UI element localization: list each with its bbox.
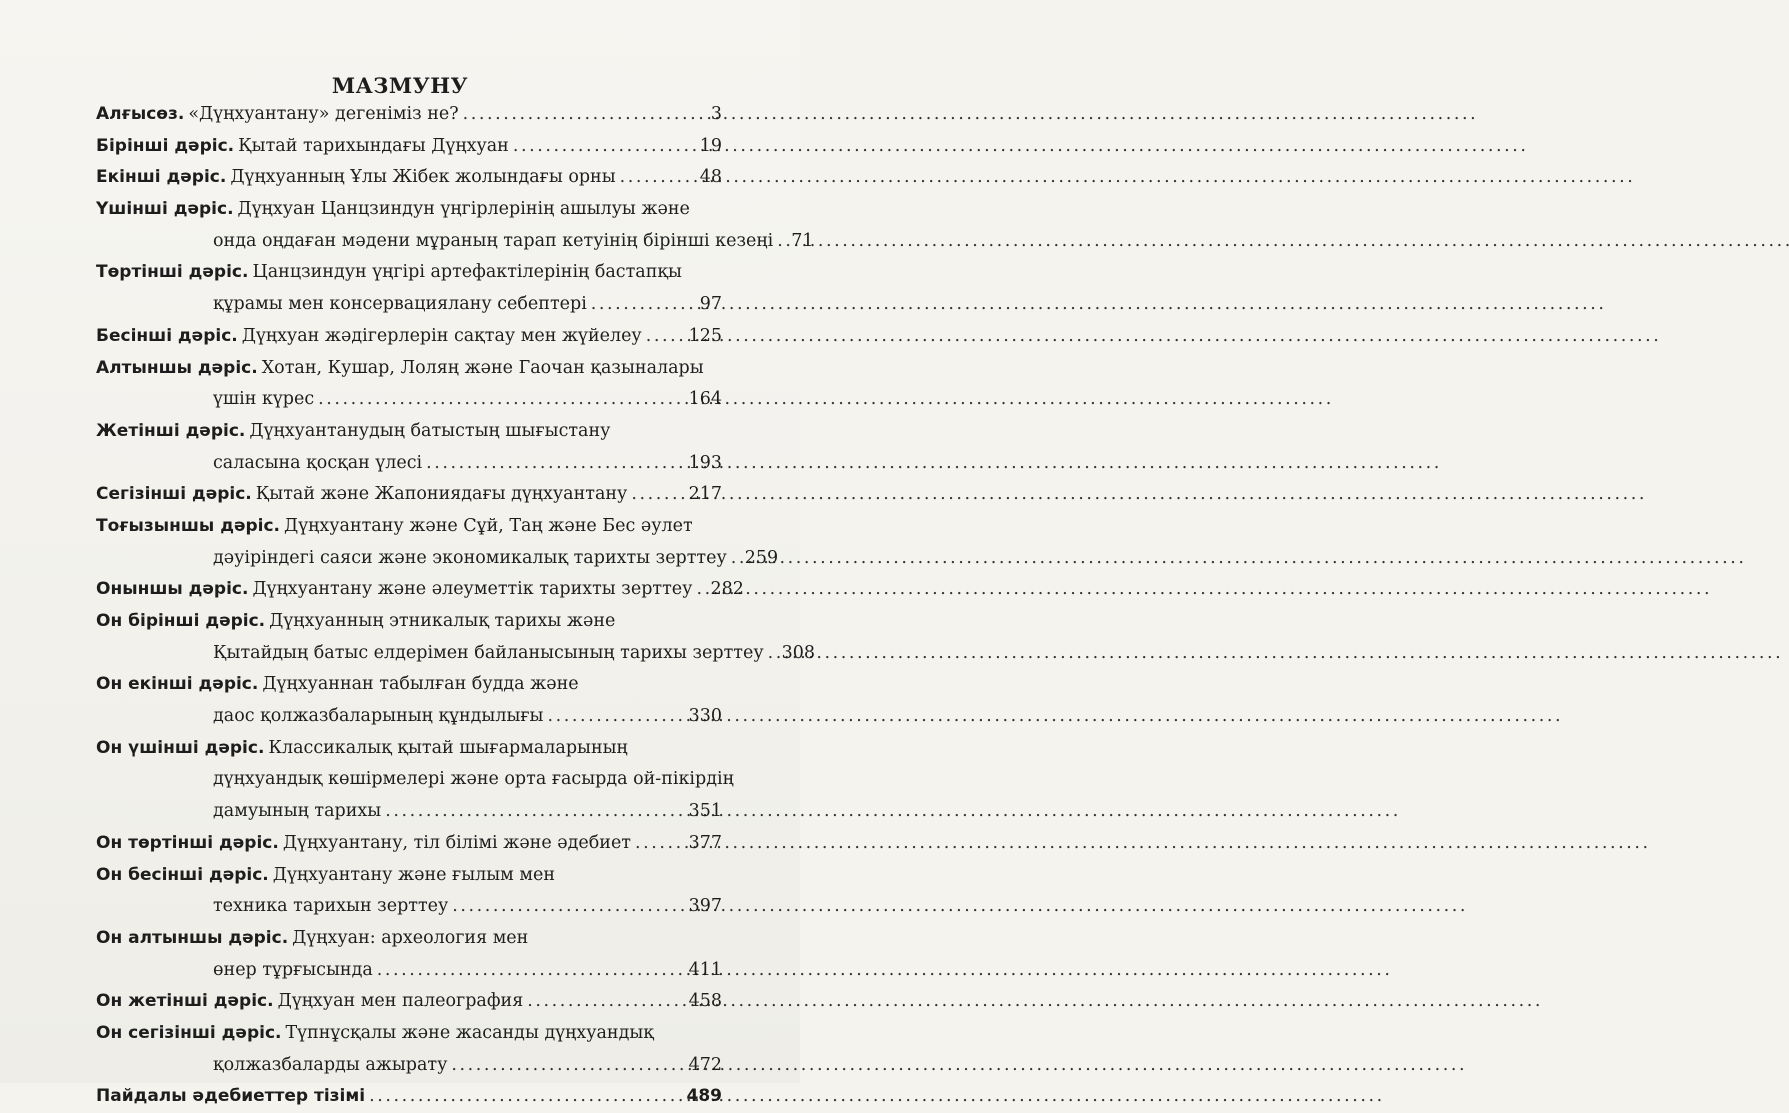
leader-dots <box>635 828 685 860</box>
toc-entry-line <box>96 162 722 194</box>
toc-entry-line <box>96 923 722 955</box>
toc-entry <box>96 416 722 479</box>
lecture-label: Екінші дәріс. <box>96 167 227 188</box>
leader-dots <box>426 448 684 480</box>
toc-entry <box>96 99 722 131</box>
toc-entry-line <box>96 828 722 860</box>
lecture-title: Дүңхуанның Ұлы Жібек жолындағы орны <box>230 167 616 188</box>
toc-entry <box>96 162 722 194</box>
lecture-title: құрамы мен консервациялану себептері <box>213 294 587 315</box>
toc-entry <box>96 1018 722 1081</box>
lecture-label: Бесінші дәріс. <box>96 325 238 346</box>
toc-entry-line <box>96 226 814 258</box>
page-number: 259 <box>744 547 779 568</box>
lecture-title: Дүңхуантану және Сұй, Таң және Бес әулет <box>284 515 693 536</box>
page-number: 193 <box>688 452 722 473</box>
lecture-title: Классикалық қытай шығармаларының <box>268 737 628 758</box>
toc-entry-line <box>96 257 722 289</box>
lecture-title: дәуіріндегі саяси және экономикалық тарихты зерттеу <box>213 547 727 568</box>
toc-entry <box>96 321 722 353</box>
lecture-title: Дүңхуан Цанцзиндун үңгірлерінің ашылуы және <box>237 199 690 220</box>
toc-entry-line <box>96 99 722 131</box>
leader-dots <box>451 1050 684 1082</box>
toc-entry <box>96 860 722 923</box>
lecture-title: Дүңхуан жәдігерлерін сақтау мен жүйелеу <box>241 325 642 346</box>
lecture-label: Алтыншы дәріс. <box>96 357 258 378</box>
lecture-title: Цанцзиндун үңгірі артефактілерінің бастапқы <box>252 262 682 283</box>
page-number: 397 <box>688 896 722 917</box>
lecture-label: Сегізінші дәріс. <box>96 484 252 505</box>
lecture-title: Дүңхуан мен палеография <box>277 991 524 1012</box>
page-number: 48 <box>699 167 722 188</box>
toc-entry-line <box>96 796 722 828</box>
toc-entry-line <box>96 955 722 987</box>
leader-dots <box>547 701 684 733</box>
toc-entry-line <box>96 194 722 226</box>
toc-entry-line <box>96 574 744 606</box>
lecture-title: дүңхуандық көшірмелері және орта ғасырда ой-пікірдің <box>213 769 734 790</box>
leader-dots <box>452 891 684 923</box>
page-number: 217 <box>688 484 722 505</box>
toc-entry-line <box>96 860 722 892</box>
lecture-label: Төртінші дәріс. <box>96 262 249 283</box>
toc-entry-line <box>96 701 722 733</box>
lecture-label: Он үшінші дәріс. <box>96 737 265 758</box>
lecture-label: Он алтыншы дәріс. <box>96 927 289 948</box>
lecture-title: Қытайдың батыс елдерімен байланысының тарихы зерттеу <box>213 642 764 663</box>
lecture-title: Түпнұсқалы және жасанды дүңхуандық <box>285 1022 654 1043</box>
leader-dots <box>318 384 684 416</box>
lecture-title: өнер тұрғысында <box>213 959 373 980</box>
toc-entry <box>96 479 722 511</box>
toc-entry <box>96 353 722 416</box>
page-number: 282 <box>710 579 744 600</box>
toc-entry-line <box>96 669 722 701</box>
lecture-title: Дүңхуаннан табылған будда және <box>262 674 579 695</box>
lecture-title: техника тарихын зерттеу <box>213 896 449 917</box>
lecture-title: саласына қосқан үлесі <box>213 452 423 473</box>
toc-entry-line <box>96 321 722 353</box>
lecture-label: Он бірінші дәріс. <box>96 611 266 631</box>
page-number: 458 <box>688 991 722 1012</box>
toc-entry-line <box>96 891 722 923</box>
leader-dots <box>463 99 707 131</box>
lecture-title: Дүңхуантану және ғылым мен <box>272 864 555 885</box>
toc-entry <box>96 257 722 320</box>
toc-entry-line <box>96 543 779 575</box>
lecture-title: Қытай тарихындағы Дүңхуан <box>238 135 509 156</box>
page-number: 351 <box>688 801 722 822</box>
bibliography-title: Пайдалы әдебиеттер тізімі <box>96 1086 366 1107</box>
leader-dots <box>369 1081 682 1113</box>
leader-dots <box>527 986 684 1018</box>
lecture-title: Хотан, Кушар, Лоляң және Гаочан қазыналары <box>261 357 704 378</box>
page-title: МАЗМУНУ <box>331 73 469 98</box>
lecture-label: Он бесінші дәріс. <box>96 864 269 885</box>
leader-dots <box>385 796 684 828</box>
lecture-title: даос қолжазбаларының құндылығы <box>213 706 544 727</box>
page-number: 411 <box>688 959 722 980</box>
lecture-label: Оныншы дәріс. <box>96 579 249 600</box>
toc-entry-line <box>96 416 722 448</box>
lecture-title: дамуының тарихы <box>213 801 382 822</box>
leader-dots <box>777 226 787 258</box>
toc-entry-line <box>96 384 722 416</box>
page-number: 125 <box>688 325 722 346</box>
page-number: 489 <box>686 1086 722 1107</box>
leader-dots <box>591 289 696 321</box>
toc-entry <box>96 733 734 828</box>
lecture-label: Он екінші дәріс. <box>96 674 259 695</box>
toc-entry <box>96 131 722 163</box>
toc-entry-line <box>96 511 722 543</box>
lecture-label: Он сегізінші дәріс. <box>96 1022 282 1043</box>
toc-entry-bibliography <box>96 1081 722 1113</box>
lecture-title: үшін күрес <box>213 389 315 410</box>
lecture-title: Дүңхуан: археология мен <box>292 927 529 948</box>
lecture-label: Бірінші дәріс. <box>96 135 235 156</box>
leader-dots <box>377 955 685 987</box>
toc-entry-line <box>96 1050 722 1082</box>
toc-entry-line <box>96 764 734 796</box>
leader-dots <box>696 574 706 606</box>
lecture-label: Жетінші дәріс. <box>96 420 246 441</box>
page-number: 164 <box>688 389 722 410</box>
toc-entry-line <box>96 986 722 1018</box>
toc-entry-line <box>96 353 722 385</box>
leader-dots <box>768 638 778 670</box>
leader-dots <box>631 479 684 511</box>
toc-entry-line <box>96 638 816 670</box>
toc-entry <box>96 669 722 732</box>
lecture-title: Дүңхуантану, тіл білімі және әдебиет <box>282 832 631 853</box>
leader-dots <box>731 543 741 575</box>
leader-dots <box>646 321 685 353</box>
toc-entry <box>96 923 722 986</box>
lecture-label: Он төртінші дәріс. <box>96 832 279 853</box>
page-number: 472 <box>688 1054 722 1075</box>
toc-entry-line <box>96 448 722 480</box>
lecture-label: Алғысөз. <box>96 104 185 124</box>
toc-entry-line <box>96 131 722 163</box>
toc-entry-line <box>96 733 722 765</box>
toc-entry <box>96 194 814 257</box>
lecture-title: онда оңдаған мәдени мұраның тарап кетуінің бірінші кезеңі <box>213 230 774 251</box>
lecture-label: Он жетінші дәріс. <box>96 991 274 1012</box>
toc-entry <box>96 574 744 606</box>
table-of-contents <box>96 99 816 1113</box>
lecture-title: Қытай және Жапониядағы дүңхуантану <box>255 484 628 505</box>
page-number: 71 <box>791 230 814 251</box>
lecture-label: Үшінші дәріс. <box>96 199 234 220</box>
page-number: 97 <box>699 294 722 315</box>
toc-entry-line <box>96 1018 722 1050</box>
toc-entry-line <box>96 606 722 638</box>
toc-entry-line <box>96 1081 722 1113</box>
lecture-title: «Дүңхуантану» дегеніміз не? <box>188 104 459 124</box>
book-page <box>0 0 816 1107</box>
lecture-title: қолжазбаларды ажырату <box>213 1054 448 1075</box>
lecture-title: Дүңхуанның этникалық тарихы және <box>269 611 616 631</box>
lecture-title: Дүңхуантанудың батыстың шығыстану <box>249 420 611 441</box>
page-number: 19 <box>699 135 722 156</box>
page-number: 3 <box>710 104 722 124</box>
toc-entry <box>96 828 722 860</box>
page-number: 330 <box>688 706 722 727</box>
lecture-title: Дүңхуантану және әлеуметтік тарихты зерттеу <box>252 579 693 600</box>
toc-entry <box>96 986 722 1018</box>
toc-entry <box>96 606 816 669</box>
toc-entry-line <box>96 289 722 321</box>
toc-entry-line <box>96 479 722 511</box>
lecture-label: Тоғызыншы дәріс. <box>96 515 281 536</box>
page-number: 308 <box>781 642 816 663</box>
toc-entry <box>96 511 779 574</box>
page-number: 377 <box>688 832 722 853</box>
leader-dots <box>620 162 696 194</box>
leader-dots <box>513 131 696 163</box>
